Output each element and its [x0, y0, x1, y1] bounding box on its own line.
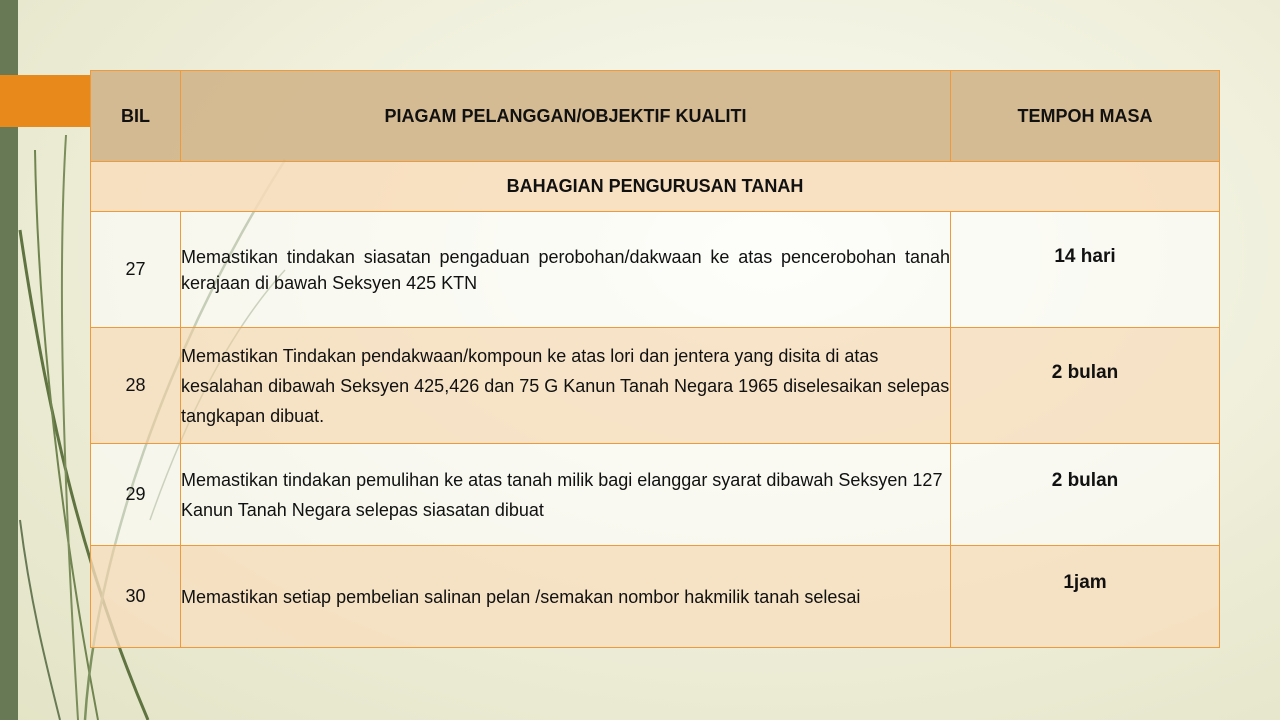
header-charter: PIAGAM PELANGGAN/OBJEKTIF KUALITI [181, 71, 951, 162]
row-description: Memastikan setiap pembelian salinan pelan /semakan nombor hakmilik tanah selesai [181, 546, 951, 648]
row-description: Memastikan Tindakan pendakwaan/kompoun ke atas lori dan jentera yang disita di atas kesalahan dibawah Seksyen 425,426 dan 75 G Kanun Tanah Negara 1965 diselesaikan selepas tangkapan dibuat. [181, 328, 951, 444]
row-period: 2 bulan [951, 444, 1220, 546]
row-description: Memastikan tindakan pemulihan ke atas tanah milik bagi elanggar syarat dibawah Seksyen 127 Kanun Tanah Negara selepas siasatan dibuat [181, 444, 951, 546]
row-period: 1jam [951, 546, 1220, 648]
header-bil: BIL [91, 71, 181, 162]
table-row [91, 444, 1220, 546]
table-row [91, 212, 1220, 328]
row-period: 14 hari [951, 212, 1220, 328]
section-title: BAHAGIAN PENGURUSAN TANAH [91, 162, 1220, 212]
customer-charter-table [90, 70, 1220, 648]
accent-block [0, 75, 90, 127]
row-number: 28 [91, 328, 181, 444]
row-number: 27 [91, 212, 181, 328]
row-period: 2 bulan [951, 328, 1220, 444]
row-number: 30 [91, 546, 181, 648]
header-period: TEMPOH MASA [951, 71, 1220, 162]
table-row [91, 546, 1220, 648]
table-header-row [91, 71, 1220, 162]
row-number: 29 [91, 444, 181, 546]
row-description: Memastikan tindakan siasatan pengaduan perobohan/dakwaan ke atas pencerobohan tanah kerajaan di bawah Seksyen 425 KTN [181, 212, 951, 328]
section-row [91, 162, 1220, 212]
table-row [91, 328, 1220, 444]
